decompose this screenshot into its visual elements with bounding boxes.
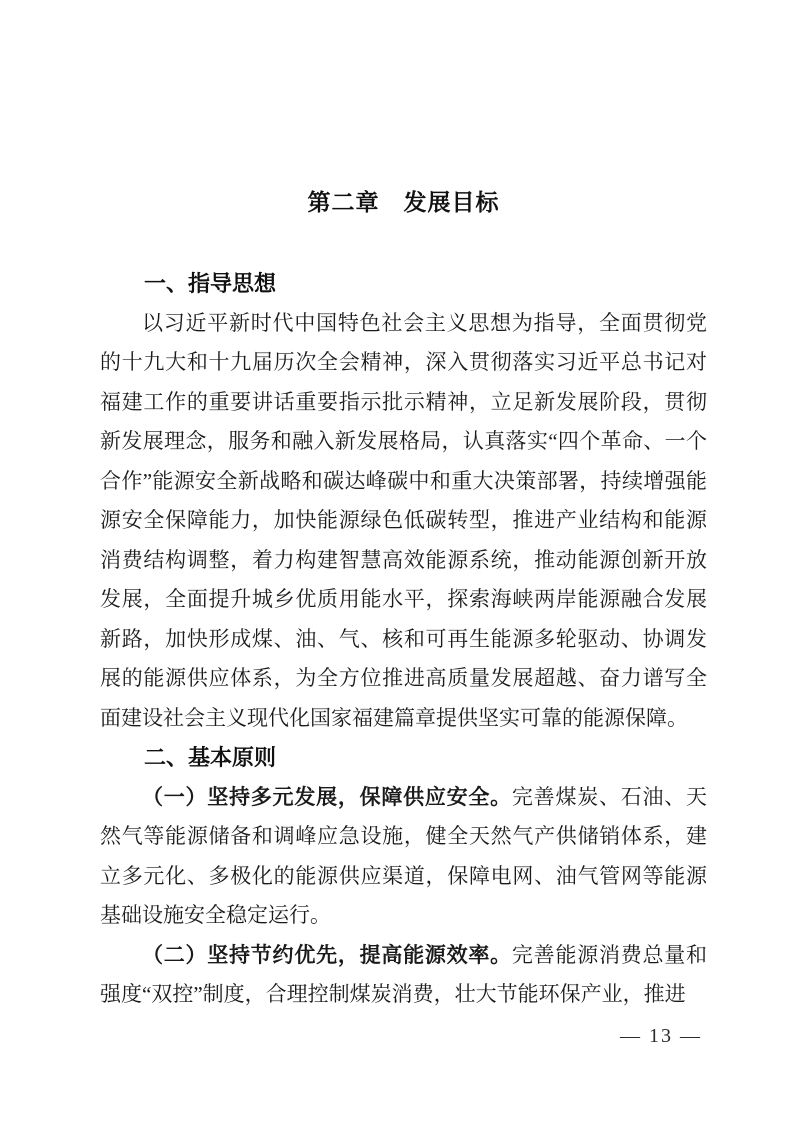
paragraph-guiding-ideology — [100, 304, 707, 739]
section-heading-basic-principles: 二、基本原则 — [144, 745, 277, 770]
paragraph-text: 以习近平新时代中国特色社会主义思想为指导，全面贯彻党的十九大和十九届历次全会精神，深入贯彻落实习近平总书记对福建工作的重要讲话重要指示批示精神，立足新发展阶段，贯彻新发展理念，服务和融入新发展格局，认真落实“四个革命、一个合作”能源安全新战略和碳达峰碳中和重大决策部署，持续增强能源安全保障能力，加快能源绿色低碳转型，推进产业结构和能源消费结构调整，着力构建智慧高效能源系统，推动能源创新开放发展，全面提升城乡优质用能水平，探索海峡两岸能源融合发展新路，加快形成煤、油、气、核和可再生能源多轮驱动、协调发展的能源供应体系，为全方位推进高质量发展超越、奋力谱写全面建设社会主义现代化国家福建篇章提供坚实可靠的能源保障。 — [100, 310, 707, 730]
paragraph-text: 完善能源消费总量和强度“双控”制度，合理控制煤炭消费，壮大节能环保产业，推进 — [100, 942, 708, 1006]
paragraph-principle-2 — [100, 936, 707, 1015]
page-number: — 13 — — [620, 1025, 702, 1047]
chapter-title: 第二章 发展目标 — [307, 189, 500, 215]
paragraph-lead: （二）坚持节约优先，提高能源效率。 — [142, 942, 512, 967]
section-heading-guiding-ideology: 一、指导思想 — [144, 271, 277, 296]
paragraph-lead: （一）坚持多元发展，保障供应安全。 — [142, 784, 512, 809]
paragraph-principle-1 — [100, 778, 707, 936]
paragraph-text: 完善煤炭、石油、天然气等能源储备和调峰应急设施，健全天然气产供储销体系，建立多元化、多极化的能源供应渠道，保障电网、油气管网等能源基础设施安全稳定运行。 — [100, 784, 708, 927]
document-body — [100, 264, 707, 1015]
